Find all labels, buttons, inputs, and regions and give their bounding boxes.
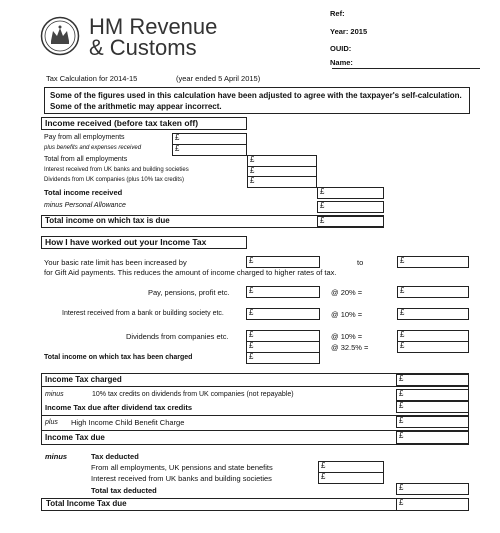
to-label: to — [357, 258, 364, 267]
pay-row-label: Pay, pensions, profit etc. — [148, 288, 230, 297]
pay-field[interactable]: £ — [172, 133, 247, 145]
dividends-label: Dividends from UK companies (plus 10% tax credits) — [44, 177, 185, 183]
total-income-tax-due-row: Total Income Tax due — [41, 498, 469, 511]
dividends-row-field-2[interactable]: £ — [246, 341, 320, 353]
personal-allowance-label: minus Personal Allowance — [44, 202, 126, 209]
benefits-field[interactable]: £ — [172, 144, 247, 156]
income-heading: Income received (before tax taken off) — [41, 117, 247, 130]
dividends-field[interactable]: £ — [247, 176, 317, 188]
year-label: Year: 2015 — [330, 27, 368, 36]
deducted-interest-label: Interest received from UK banks and building societies — [91, 474, 272, 483]
notice-text: Some of the figures used in this calculation have been adjusted to agree with the taxpayer's self-calculation. Some of the arithmetic may appear incorrect. — [50, 91, 462, 111]
total-income-tax-due-field[interactable]: £ — [396, 498, 469, 511]
interest-field[interactable]: £ — [247, 166, 317, 178]
total-tax-deducted-label: Total tax deducted — [91, 486, 157, 495]
deducted-employments-label: From all employments, UK pensions and state benefits — [91, 463, 273, 472]
dividend-credits-field[interactable]: £ — [396, 389, 469, 401]
workings-heading: How I have worked out your Income Tax — [41, 236, 247, 249]
income-tax-due-field[interactable]: £ — [396, 431, 469, 444]
rate-10b-label: @ 10% = — [331, 332, 363, 341]
org-name-line1: HM Revenue — [89, 14, 218, 39]
total-employments-label: Total from all employments — [44, 156, 128, 163]
rate-10b-result-field[interactable]: £ — [397, 330, 469, 342]
after-dividend-label: Income Tax due after dividend tax credits — [45, 403, 192, 412]
income-tax-charged-field[interactable]: £ — [396, 374, 469, 386]
deducted-employments-field[interactable]: £ — [318, 461, 384, 473]
total-income-field[interactable]: £ — [317, 187, 384, 199]
taxable-income-row: Total income on which tax is due — [41, 215, 384, 228]
basic-rate-increase-field[interactable]: £ — [246, 256, 320, 268]
charges-minus-label: minus — [45, 391, 64, 398]
rate-325-result-field[interactable]: £ — [397, 341, 469, 353]
dividend-credits-label: 10% tax credits on dividends from UK companies (not repayable) — [92, 391, 294, 398]
basic-rate-line2: for Gift Aid payments. This reduces the amount of income charged to higher rates of tax. — [44, 268, 337, 277]
income-tax-charged-label: Income Tax charged — [45, 375, 122, 384]
child-benefit-field[interactable]: £ — [396, 416, 469, 428]
personal-allowance-field[interactable]: £ — [317, 201, 384, 213]
rate-325-label: @ 32.5% = — [331, 343, 369, 352]
notice-box — [44, 87, 470, 114]
deducted-minus-label: minus — [45, 452, 68, 461]
pay-row-field[interactable]: £ — [246, 286, 320, 298]
basic-rate-line1: Your basic rate limit has been increased by — [44, 258, 187, 267]
hmrc-crest-icon — [40, 16, 80, 56]
calc-title: Tax Calculation for 2014-15 — [46, 74, 138, 83]
interest-row-label: Interest received from a bank or building society etc. — [62, 310, 224, 317]
deducted-interest-field[interactable]: £ — [318, 472, 384, 484]
child-benefit-label: High Income Child Benefit Charge — [71, 418, 185, 427]
benefits-label: plus benefits and expenses received — [44, 145, 142, 151]
dividends-row-field-1[interactable]: £ — [246, 330, 320, 342]
org-name-line2: & Customs — [89, 35, 197, 60]
ouid-label: OUID: — [330, 44, 352, 53]
total-employments-field[interactable]: £ — [247, 155, 317, 167]
dividends-row-label: Dividends from companies etc. — [126, 332, 229, 341]
ref-label: Ref: — [330, 9, 345, 18]
name-label: Name: — [330, 58, 353, 67]
total-tax-deducted-field[interactable]: £ — [396, 483, 469, 495]
after-dividend-field[interactable]: £ — [396, 401, 469, 413]
interest-label: Interest received from UK banks and building societies — [44, 167, 189, 173]
calc-subtitle: (year ended 5 April 2015) — [176, 74, 261, 83]
rate-20-label: @ 20% = — [331, 288, 363, 297]
rate-10-result-field[interactable]: £ — [397, 308, 469, 320]
total-charged-label: Total income on which tax has been charged — [44, 354, 193, 361]
total-income-label: Total income received — [44, 188, 123, 197]
taxable-income-field[interactable]: £ — [317, 216, 384, 227]
charges-plus-label: plus — [45, 419, 58, 426]
interest-row-field[interactable]: £ — [246, 308, 320, 320]
income-tax-due-label: Income Tax due — [45, 433, 105, 442]
basic-rate-limit-field[interactable]: £ — [397, 256, 469, 268]
rate-20-result-field[interactable]: £ — [397, 286, 469, 298]
total-charged-field[interactable]: £ — [246, 352, 320, 364]
tax-deducted-heading: Tax deducted — [91, 452, 139, 461]
rate-10-label: @ 10% = — [331, 310, 363, 319]
pay-label: Pay from all employments — [44, 134, 125, 141]
